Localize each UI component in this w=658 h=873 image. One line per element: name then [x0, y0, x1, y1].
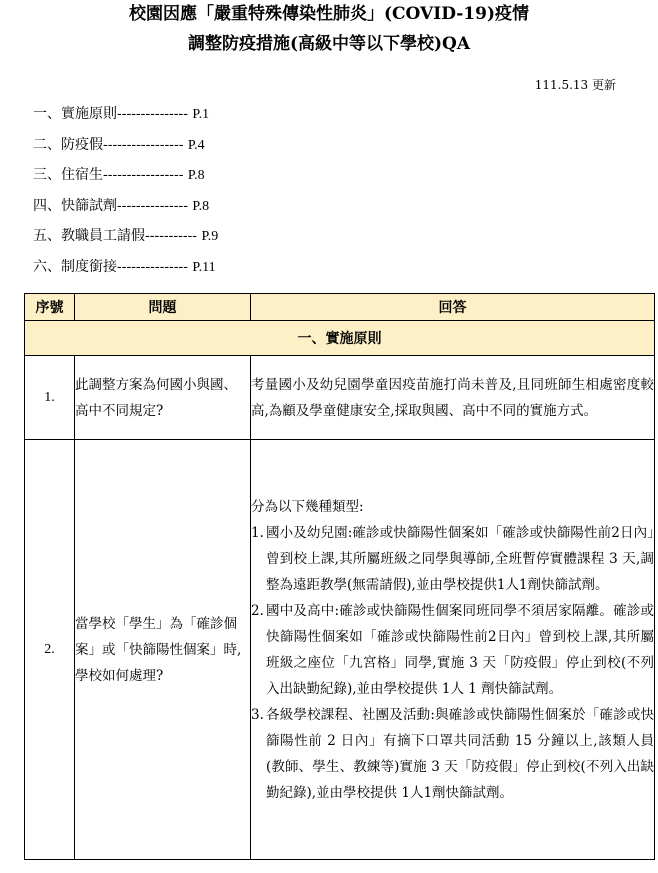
list-item	[251, 520, 654, 598]
toc-leader: -----------------	[103, 167, 184, 184]
list-item	[251, 702, 654, 806]
table-header-row	[25, 294, 655, 321]
table-row	[25, 440, 655, 860]
answer-list	[251, 520, 654, 806]
toc-label: 五、教職員工請假	[33, 228, 145, 245]
toc-leader: -----------	[145, 228, 198, 245]
list-item-number: 3.	[251, 706, 264, 723]
toc-label: 一、實施原則	[33, 106, 117, 122]
toc-page: P.11	[192, 259, 216, 275]
document-title-line2: 調整防疫措施(高級中等以下學校)QA	[187, 34, 471, 54]
answer-intro: 分為以下幾種類型:	[251, 498, 364, 515]
toc-page: P.4	[187, 137, 205, 153]
toc-page: P.9	[201, 229, 219, 245]
toc-item-3	[33, 163, 218, 194]
list-item-text: 國小及幼兒園:確診或快篩陽性個案如「確診或快篩陽性前2日內」曾到校上課,其所屬班級之同學與導師,全班暫停實體課程 3 天,調整為遠距教學(無需請假),並由學校提供1人1劑快篩試劑。	[266, 524, 654, 593]
toc-item-2	[33, 133, 218, 164]
toc-leader: ---------------	[117, 197, 188, 214]
toc-page: P.8	[192, 198, 210, 214]
row-number: 1.	[25, 356, 75, 440]
header-num: 序號	[25, 294, 75, 321]
row-answer	[251, 440, 655, 860]
toc-leader: ---------------	[117, 258, 188, 275]
toc-label: 六、制度銜接	[33, 258, 117, 275]
section-row	[25, 321, 655, 356]
toc-item-1	[33, 102, 218, 133]
list-item-number: 1.	[251, 524, 264, 541]
document-title-line1: 校園因應「嚴重特殊傳染性肺炎」(COVID-19)疫情	[128, 4, 530, 24]
header-answer: 回答	[251, 294, 655, 321]
toc-label: 三、住宿生	[33, 167, 103, 184]
section-title: 一、實施原則	[25, 321, 655, 356]
toc-item-4	[33, 194, 218, 225]
row-question: 此調整方案為何國小與國、高中不同規定?	[75, 356, 251, 440]
row-question: 當學校「學生」為「確診個案」或「快篩陽性個案」時,學校如何處理?	[75, 440, 251, 860]
toc-page: P.8	[187, 168, 205, 184]
list-item	[251, 598, 654, 702]
header-question: 問題	[75, 294, 251, 321]
toc-item-6	[33, 255, 218, 286]
row-answer: 考量國小及幼兒園學童因疫苗施打尚未普及,且同班師生相處密度較高,為顧及學童健康安全,採取與國、高中不同的實施方式。	[251, 356, 655, 440]
toc-leader: -----------------	[103, 136, 184, 153]
toc-label: 二、防疫假	[33, 136, 103, 153]
toc-label: 四、快篩試劑	[33, 197, 117, 214]
toc-item-5	[33, 224, 218, 255]
list-item-number: 2.	[251, 602, 264, 619]
toc-leader: ---------------	[117, 106, 188, 122]
qa-table	[24, 293, 655, 860]
table-row	[25, 356, 655, 440]
list-item-text: 國中及高中:確診或快篩陽性個案同班同學不須居家隔離。確診或快篩陽性個案如「確診或快篩陽性前2日內」曾到校上課,其所屬班級之座位「九宮格」同學,實施 3 天「防疫假」停止到校(不列入出缺勤紀錄),並由學校提供 1人 1 劑快篩試劑。	[266, 602, 654, 697]
table-of-contents	[33, 102, 218, 286]
row-number: 2.	[25, 440, 75, 860]
update-date: 111.5.13 更新	[534, 78, 616, 92]
list-item-text: 各級學校課程、社團及活動:與確診或快篩陽性個案於「確診或快篩陽性前 2 日內」有摘下口罩共同活動 15 分鐘以上,該類人員(教師、學生、教練等)實施 3 天「防疫假」停止到校(不列入出缺勤紀錄),並由學校提供 1人1劑快篩試劑。	[266, 706, 654, 801]
toc-page: P.1	[192, 107, 210, 122]
